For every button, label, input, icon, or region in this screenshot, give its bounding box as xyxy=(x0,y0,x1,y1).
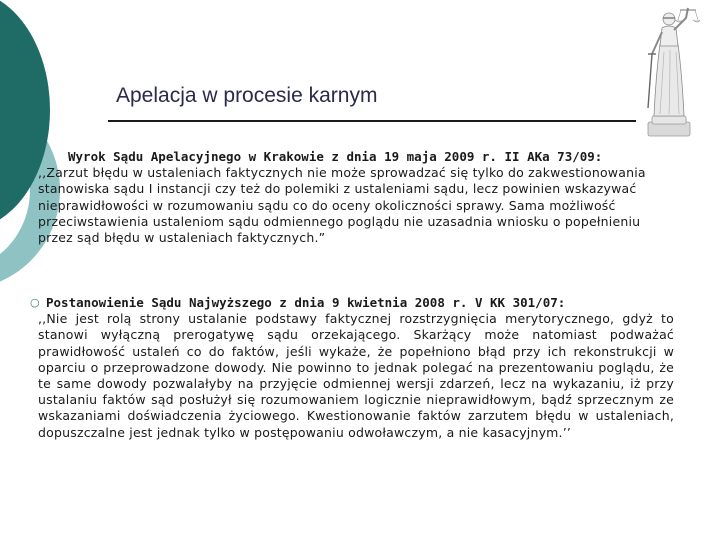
ruling-heading-2: Postanowienie Sądu Najwyższego z dnia 9 kwietnia 2008 r. V KK 301/07: xyxy=(46,295,566,310)
ruling-quote-1: ,,Zarzut błędu w ustaleniach faktycznych nie może sprowadzać się tylko do zakwestionowania stanowiska sądu I instancji czy też do polemiki z ustaleniami sądu, lecz powinien wskazywać nieprawidłowości w rozumowaniu sądu co do oceny okoliczności sprawy. Sama możliwość przeciwstawienia ustaleniom sądu odmiennego poglądu nie uzasadnia wniosku o popełnieniu przez sąd błędu w ustaleniach faktycznych.” xyxy=(38,165,646,246)
title-underline xyxy=(108,120,636,122)
lady-justice-statue-icon xyxy=(638,4,700,138)
ruling-heading-1: Wyrok Sądu Apelacyjnego w Krakowie z dnia 19 maja 2009 r. II AKa 73/09: xyxy=(68,149,603,164)
slide-title: Apelacja w procesie karnym xyxy=(116,84,378,107)
ruling-section-1 xyxy=(38,149,674,246)
bullet-icon: ○ xyxy=(30,296,40,309)
ruling-section-2 xyxy=(30,295,674,441)
ruling-quote-2: ,,Nie jest rolą strony ustalanie podstawy faktycznej rozstrzygnięcia merytorycznego, gdyż to stanowi wyłączną prerogatywę sądu orzekającego. Skarżący może natomiast podważać prawidłowość ustaleń co do faktów, jeśli wykaże, że popełniono błąd przy ich rekonstrukcji w oparciu o przeprowadzone dowody. Nie powinno to jednak polegać na prezentowaniu poglądu, że te same dowody pozwalałyby na przyjęcie odmiennej wersji zdarzeń, lecz na wykazaniu, iż przy ustalaniu faktów sąd posłużył się rozumowaniem logicznie nieprawidłowym, bądź sprzecznym ze wskazaniami doświadczenia życiowego. Kwestionowanie faktów zarzutem błędu w ustaleniach, dopuszczalne jest jednak tylko w postępowaniu odwoławczym, a nie kasacyjnym.’’ xyxy=(38,311,674,440)
